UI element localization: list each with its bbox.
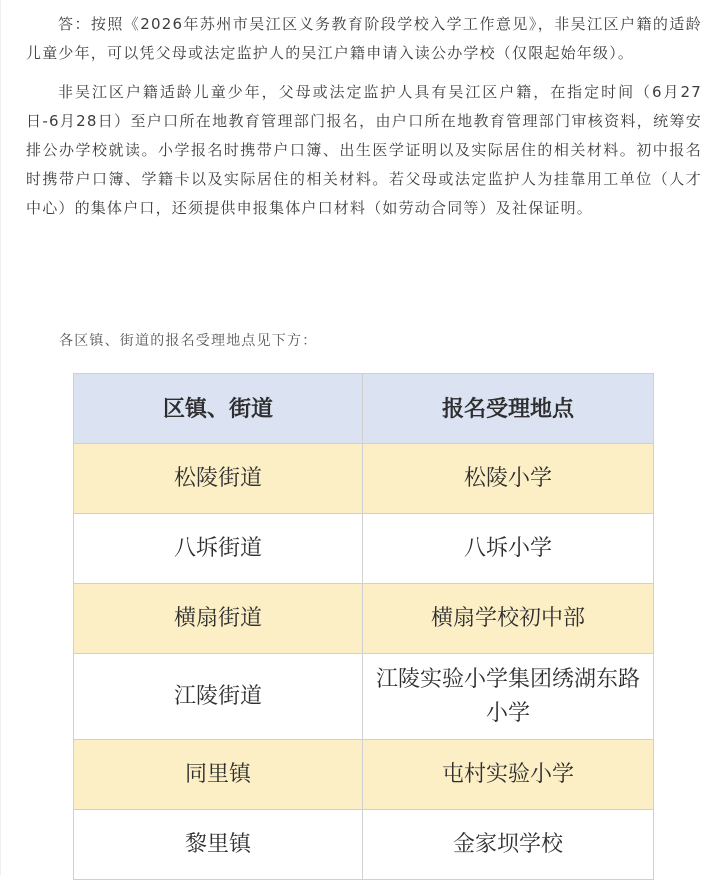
- table-row: [74, 654, 654, 740]
- table-row: [74, 740, 654, 810]
- location-cell: 八坼小学: [363, 514, 654, 584]
- table-row: [74, 584, 654, 654]
- table-header-row: [74, 374, 654, 444]
- location-cell: 横扇学校初中部: [363, 584, 654, 654]
- district-cell: 松陵街道: [74, 444, 363, 514]
- answer-paragraph: 答：按照《2026年苏州市吴江区义务教育阶段学校入学工作意见》，非吴江区户籍的适龄儿童少年，可以凭父母或法定监护人的吴江户籍申请入读公办学校（仅限起始年级）。: [26, 15, 702, 62]
- table-row: [74, 444, 654, 514]
- table-intro-text: 各区镇、街道的报名受理地点见下方：: [59, 333, 318, 349]
- registration-locations-table: [73, 373, 653, 880]
- header-district: 区镇、街道: [74, 374, 363, 444]
- page-edge-rule: [0, 0, 1, 875]
- header-location: 报名受理地点: [363, 374, 654, 444]
- district-cell: 横扇街道: [74, 584, 363, 654]
- location-cell: 江陵实验小学集团绣湖东路小学: [363, 654, 654, 740]
- district-cell: 黎里镇: [74, 810, 363, 880]
- table-row: [74, 514, 654, 584]
- district-cell: 八坼街道: [74, 514, 363, 584]
- locations-table: [73, 373, 654, 880]
- table-row: [74, 810, 654, 880]
- registration-paragraph: 非吴江区户籍适龄儿童少年，父母或法定监护人具有吴江区户籍，在指定时间（6月27日-6月28日）至户口所在地教育管理部门报名，由户口所在地教育管理部门审核资料，统筹安排公办学校就读。小学报名时携带户口簿、出生医学证明以及实际居住的相关材料。初中报名时携带户口簿、学籍卡以及实际居住的相关材料。若父母或法定监护人为挂靠用工单位（人才中心）的集体户口，还须提供申报集体户口材料（如劳动合同等）及社保证明。: [26, 83, 702, 217]
- location-cell: 金家坝学校: [363, 810, 654, 880]
- district-cell: 江陵街道: [74, 654, 363, 740]
- district-cell: 同里镇: [74, 740, 363, 810]
- article-body: [26, 10, 702, 223]
- location-cell: 松陵小学: [363, 444, 654, 514]
- location-cell: 屯村实验小学: [363, 740, 654, 810]
